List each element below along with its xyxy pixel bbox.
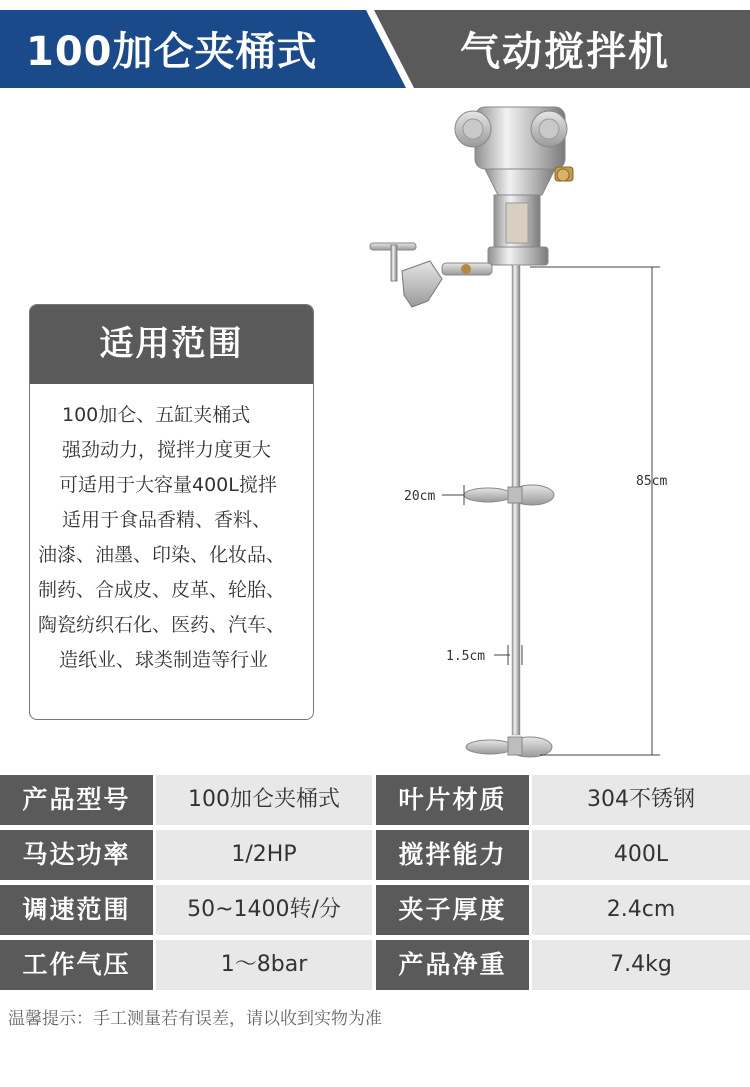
spec-label: 产品型号 bbox=[0, 775, 153, 825]
product-type-title: 气动搅拌机 bbox=[460, 29, 670, 75]
spec-value: 1～8bar bbox=[156, 940, 372, 990]
upper-impeller bbox=[464, 485, 554, 505]
scope-line: 油漆、油墨、印染、化妆品、 bbox=[38, 544, 286, 566]
scope-list bbox=[30, 384, 313, 678]
spec-label: 工作气压 bbox=[0, 940, 153, 990]
spec-value: 400L bbox=[532, 830, 750, 880]
spec-label: 叶片材质 bbox=[376, 775, 529, 825]
spec-label: 搅拌能力 bbox=[376, 830, 529, 880]
scope-line: 强劲动力，搅拌力度更大 bbox=[62, 439, 272, 461]
scope-line: 造纸业、球类制造等行业 bbox=[59, 649, 269, 671]
length-label: 85cm bbox=[636, 474, 668, 489]
blade-label: 20cm bbox=[404, 489, 436, 504]
spec-label: 调速范围 bbox=[0, 885, 153, 935]
lower-impeller bbox=[466, 737, 552, 757]
shaft-label: 1.5cm bbox=[446, 649, 486, 664]
mixer-illustration bbox=[360, 95, 690, 775]
length-dimension bbox=[530, 267, 660, 755]
spec-value: 2.4cm bbox=[532, 885, 750, 935]
spec-label: 产品净重 bbox=[376, 940, 529, 990]
scope-line: 可适用于大容量400L搅拌 bbox=[59, 474, 277, 496]
spec-value: 7.4kg bbox=[532, 940, 750, 990]
spec-value: 1/2HP bbox=[156, 830, 372, 880]
spec-value: 50~1400转/分 bbox=[156, 885, 372, 935]
scope-panel bbox=[29, 304, 314, 720]
spec-value: 304不锈钢 bbox=[532, 775, 750, 825]
clamp-assembly bbox=[370, 243, 492, 307]
scope-line: 制药、合成皮、皮革、轮胎、 bbox=[38, 579, 286, 601]
spec-row bbox=[0, 830, 750, 880]
spec-value: 100加仑夹桶式 bbox=[156, 775, 372, 825]
product-model-title: 100加仑夹桶式 bbox=[26, 29, 318, 75]
scope-line: 适用于食品香精、香料、 bbox=[62, 509, 272, 531]
scope-line: 100加仑、五缸夹桶式 bbox=[62, 404, 251, 426]
spec-row bbox=[0, 775, 750, 825]
scope-title: 适用范围 bbox=[30, 305, 313, 384]
motor-head bbox=[455, 107, 573, 265]
spec-label: 马达功率 bbox=[0, 830, 153, 880]
scope-line: 陶瓷纺织石化、医药、汽车、 bbox=[38, 614, 286, 636]
blade-dimension bbox=[442, 485, 464, 505]
spec-row bbox=[0, 885, 750, 935]
top-banner bbox=[0, 10, 750, 88]
spec-label: 夹子厚度 bbox=[376, 885, 529, 935]
measurement-note: 温馨提示：手工测量若有误差，请以收到实物为准 bbox=[8, 1009, 382, 1029]
spec-row bbox=[0, 940, 750, 990]
